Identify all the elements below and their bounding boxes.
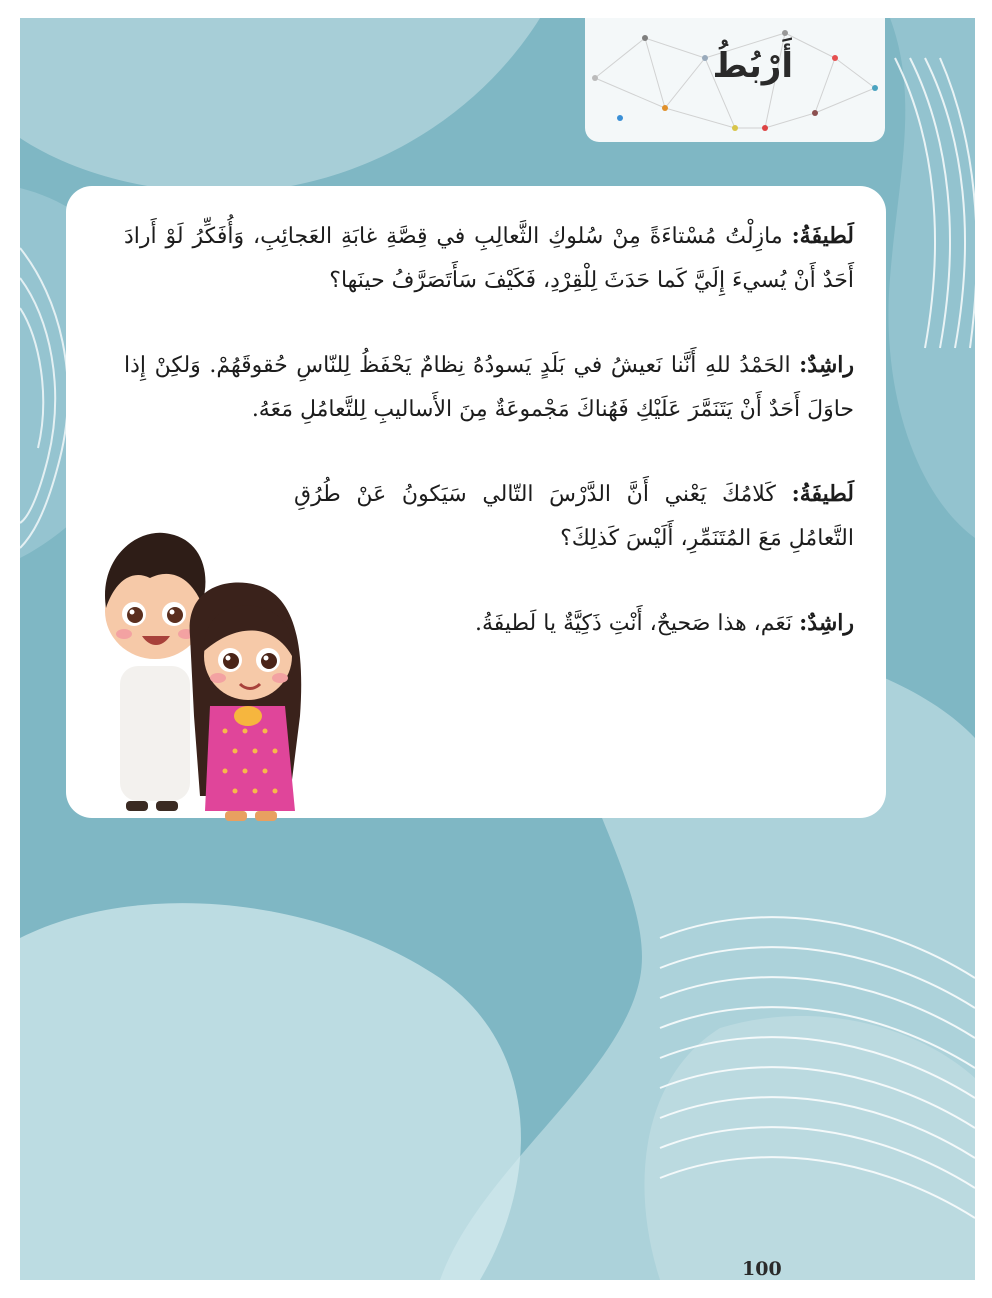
boy-figure [105,533,205,811]
speaker-name: راشِدٌ: [799,610,854,636]
children-illustration [90,516,310,826]
dialogue-speech: الحَمْدُ للهِ أَنَّنا نَعيشُ في بَلَدٍ يَسودُهُ نِظامٌ يَحْفَظُ لِلنّاسِ حُقوقَهُمْ. وَلكِنْ إِذا حاوَلَ أَحَدٌ أَنْ يَتَنَمَّرَ عَلَيْكِ فَهُناكَ مَجْموعَةٌ مِنَ الأَساليبِ لِلتَّعامُلِ مَعَهُ. [124,353,854,422]
page-number: 100 [742,1258,782,1280]
speaker-name: راشِدٌ: [799,352,854,378]
girl-figure [190,583,302,821]
dialogue-line [294,601,854,646]
dialogue-line [124,214,854,303]
speaker-name: لَطيفَةُ: [791,481,855,507]
section-title: أَرْبُطُ [712,46,793,86]
textbook-page [20,18,975,1280]
speaker-name: لَطيفَةُ: [791,223,854,249]
dialogue-line [294,472,854,561]
dialogue-line [124,343,854,432]
dialogue-speech: مازِلْتُ مُسْتاءَةً مِنْ سُلوكِ الثَّعالِبِ في قِصَّةِ غابَةِ العَجائِبِ، وَأُفَكِّرُ لَوْ أَرادَ أَحَدٌ أَنْ يُسيءَ إِلَيَّ كَما حَدَثَ لِلْقِرْدِ، فَكَيْفَ سَأَتَصَرَّفُ حينَها؟ [124,224,854,293]
dialogue-speech: نَعَم، هذا صَحيحٌ، أَنْتِ ذَكِيَّةٌ يا لَطيفَةُ. [474,611,793,636]
dialogue-speech: كَلامُكَ يَعْني أَنَّ الدَّرْسَ التّالي سَيَكونُ عَنْ طُرُقِ التَّعامُلِ مَعَ المُتَنَمِّرِ، أَلَيْسَ كَذلِكَ؟ [294,482,854,551]
section-title-card [585,18,885,142]
